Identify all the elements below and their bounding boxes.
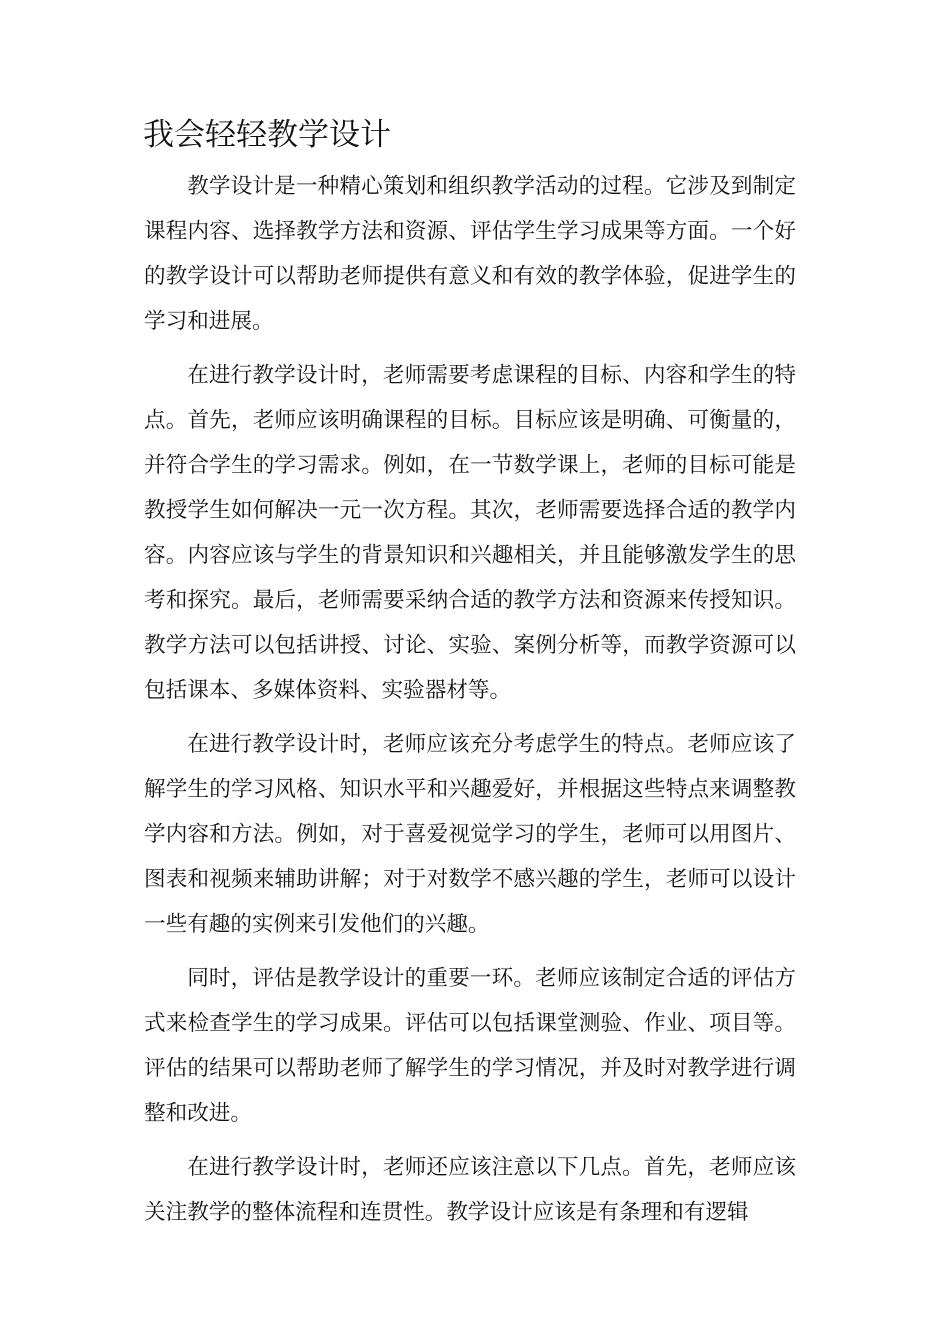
paragraph: 教学设计是一种精心策划和组织教学活动的过程。它涉及到制定课程内容、选择教学方法和资源、评估学生学习成果等方面。一个好的教学设计可以帮助老师提供有意义和有效的教学体验，促进学生的学习和进展。: [144, 174, 796, 334]
document-title: 我会轻轻教学设计: [143, 117, 391, 153]
document-body: [144, 164, 796, 1244]
paragraph: 在进行教学设计时，老师还应该注意以下几点。首先，老师应该关注教学的整体流程和连贯性。教学设计应该是有条理和有逻辑: [144, 1155, 796, 1225]
paragraph: 在进行教学设计时，老师需要考虑课程的目标、内容和学生的特点。首先，老师应该明确课程的目标。目标应该是明确、可衡量的，并符合学生的学习需求。例如，在一节数学课上，老师的目标可能是教授学生如何解决一元一次方程。其次，老师需要选择合适的教学内容。内容应该与学生的背景知识和兴趣相关，并且能够激发学生的思考和探究。最后，老师需要采纳合适的教学方法和资源来传授知识。教学方法可以包括讲授、讨论、实验、案例分析等，而教学资源可以包括课本、多媒体资料、实验器材等。: [144, 363, 796, 703]
paragraph: 在进行教学设计时，老师应该充分考虑学生的特点。老师应该了解学生的学习风格、知识水平和兴趣爱好，并根据这些特点来调整教学内容和方法。例如，对于喜爱视觉学习的学生，老师可以用图片、图表和视频来辅助讲解；对于对数学不感兴趣的学生，老师可以设计一些有趣的实例来引发他们的兴趣。: [144, 732, 796, 937]
paragraph: 同时，评估是教学设计的重要一环。老师应该制定合适的评估方式来检查学生的学习成果。评估可以包括课堂测验、作业、项目等。评估的结果可以帮助老师了解学生的学习情况，并及时对教学进行调整和改进。: [144, 966, 796, 1126]
